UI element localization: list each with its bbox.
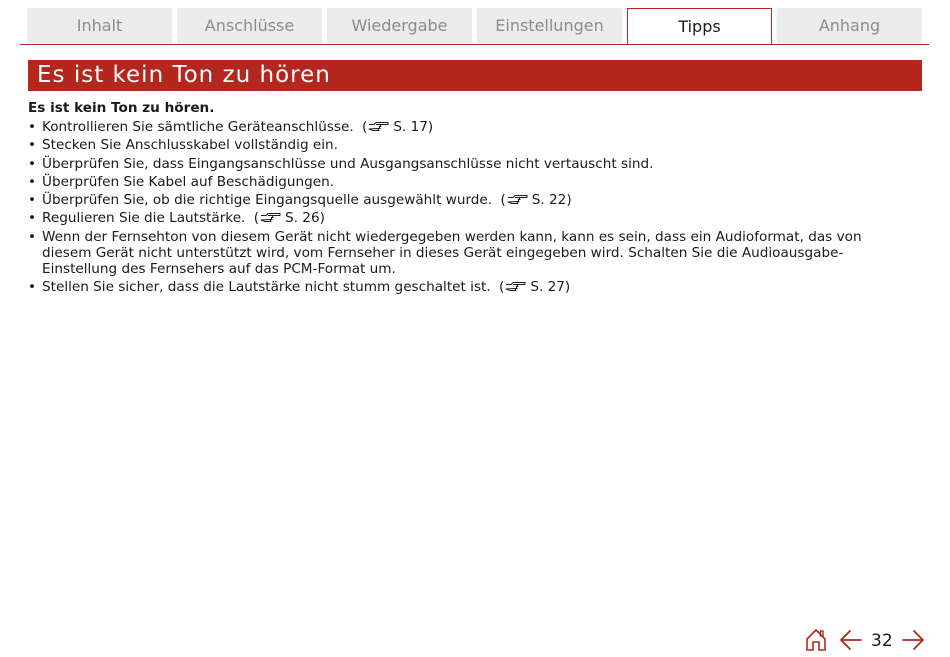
list-item-text: Stecken Sie Anschlusskabel vollständig ein. [42,137,338,154]
tab-bar-divider [20,44,929,45]
subheading: Es ist kein Ton zu hören. [28,100,215,116]
list-item-text: Wenn der Fernsehton von diesem Gerät nicht wiedergegeben werden kann, kann es sein, dass ein Audioformat, das von diesem Gerät nicht unterstützt wird, vom Fernseher in dieses Gerät eingegeben wird. Schalten Sie die Audioausgabe-Einstellung des Fernsehers auf das PCM-Format um. [42,228,862,277]
bullet: • [28,137,37,154]
bullet: • [28,119,37,135]
tab-bar [20,8,929,45]
page-reference-link[interactable]: ( S. 22) [500,192,572,209]
page-reference-text: S. 22 [531,192,567,209]
page-number: 32 [871,631,893,651]
list-item [28,229,908,277]
bullet: • [28,155,37,172]
list-item [28,210,908,226]
tab-wiedergabe[interactable]: Wiedergabe [327,8,472,43]
bullet: • [28,210,37,227]
bullet: • [28,279,37,296]
tab-inhalt[interactable]: Inhalt [27,8,172,43]
list-item [28,119,908,135]
list-item-text: Überprüfen Sie, ob die richtige Eingangsquelle ausgewählt wurde. [42,192,493,209]
page-reference-text: S. 17 [393,119,428,135]
bullet: • [28,173,37,190]
home-icon[interactable] [805,628,827,652]
list-item [28,174,908,190]
page-reference-link[interactable]: ( S. 26) [253,210,325,227]
tab-anschluesse[interactable]: Anschlüsse [177,8,322,43]
arrow-left-icon[interactable] [839,628,863,652]
tips-list [28,119,908,295]
list-item [28,279,908,295]
bullet: • [28,228,37,245]
tab-tipps[interactable]: Tipps [627,8,772,44]
page-reference-link[interactable]: ( S. 17) [362,119,434,135]
list-item-text: Stellen Sie sicher, dass die Lautstärke nicht stumm geschaltet ist. [42,279,491,296]
list-item-text: Überprüfen Sie, dass Eingangsanschlüsse und Ausgangsanschlüsse nicht vertauscht sind. [42,155,654,172]
list-item-text: Kontrollieren Sie sämtliche Geräteanschlüsse. [42,119,354,135]
tab-anhang[interactable]: Anhang [777,8,922,43]
arrow-right-icon[interactable] [901,628,925,652]
page-reference-link[interactable]: ( S. 27) [499,279,571,296]
page-reference-text: S. 26 [285,210,320,227]
page-reference-text: S. 27 [530,279,565,296]
section-content [28,99,908,297]
bullet: • [28,192,37,209]
pointing-hand-icon [260,212,282,223]
section-heading: Es ist kein Ton zu hören [28,60,922,91]
list-item [28,192,908,208]
footer-navigation [805,628,925,654]
pointing-hand-icon [505,281,527,292]
tab-einstellungen[interactable]: Einstellungen [477,8,622,43]
list-item [28,156,908,172]
list-item-text: Überprüfen Sie Kabel auf Beschädigungen. [42,173,335,190]
pointing-hand-icon [368,121,390,132]
pointing-hand-icon [507,194,529,205]
list-item-text: Regulieren Sie die Lautstärke. [42,210,246,227]
list-item [28,137,908,153]
